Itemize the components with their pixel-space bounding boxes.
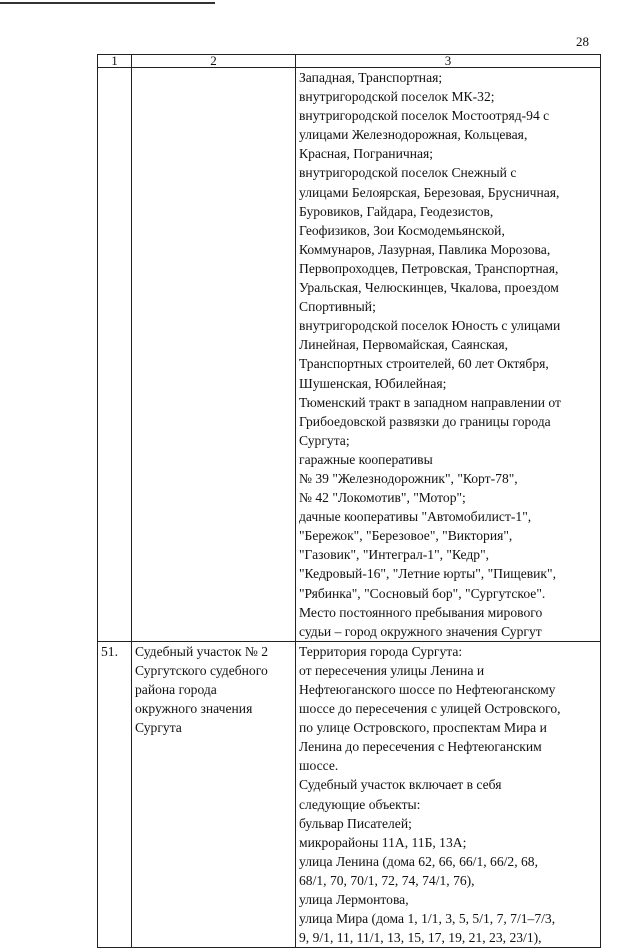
- text-line: улица Ленина (дома 62, 66, 66/1, 66/2, 68,: [299, 853, 539, 869]
- text-line: Первопроходцев, Петровская, Транспортная,: [299, 260, 559, 276]
- cell-number: [98, 68, 132, 642]
- page-number: 28: [576, 34, 589, 49]
- cell-territory: [296, 641, 601, 948]
- text-line: "Рябинка", "Сосновый бор", "Сургутское".: [299, 585, 546, 601]
- text-line: по улице Островского, проспектам Мира и: [299, 720, 547, 736]
- text-line: Ленина до пересечения с Нефтеюганским: [299, 739, 542, 755]
- districts-table: [97, 54, 601, 948]
- cell-territory: [296, 68, 601, 642]
- text-line: Сургутского судебного: [135, 662, 268, 678]
- text-line: Красная, Пограничная;: [299, 146, 434, 162]
- text-line: улицами Белоярская, Березовая, Брусничная,: [299, 184, 560, 200]
- text-line: Уральская, Челюскинцев, Чкалова, проездом: [299, 280, 559, 296]
- text-line: дачные кооперативы "Автомобилист-1",: [299, 509, 532, 525]
- text-line: 9, 9/1, 11, 11/1, 13, 15, 17, 19, 21, 23, 23/1),: [299, 930, 542, 946]
- table-row-51: [98, 641, 601, 948]
- cell-court-name: [132, 641, 296, 948]
- text-line: Нефтеюганского шоссе по Нефтеюганскому: [299, 682, 556, 697]
- top-rule: [0, 2, 215, 4]
- table-row-continued: [98, 68, 601, 642]
- cell-number: 51.: [98, 641, 132, 948]
- text-line: внутригородской поселок Снежный с: [299, 165, 517, 181]
- text-line: № 42 "Локомотив", "Мотор";: [299, 490, 466, 506]
- text-line: 68/1, 70, 70/1, 72, 74, 74/1, 76),: [299, 872, 475, 888]
- text-line: окружного значения: [135, 701, 253, 717]
- text-line: Буровиков, Гайдара, Геодезистов,: [299, 203, 494, 219]
- text-line: микрорайоны 11А, 11Б, 13А;: [299, 834, 467, 850]
- text-line: улица Мира (дома 1, 1/1, 3, 5, 5/1, 7, 7/1–7/3,: [299, 911, 556, 927]
- text-line: внутригородской поселок МК-32;: [299, 89, 495, 105]
- text-line: "Газовик", "Интеграл-1", "Кедр",: [299, 547, 490, 563]
- text-line: Территория города Сургута:: [299, 643, 463, 659]
- text-line: Место постоянного пребывания мирового: [299, 604, 543, 620]
- text-line: от пересечения улицы Ленина и: [299, 662, 485, 678]
- text-line: Геофизиков, Зои Космодемьянской,: [299, 222, 505, 238]
- table-header-row: [98, 55, 601, 68]
- text-line: района города: [135, 682, 217, 697]
- text-line: шоссе до пересечения с улицей Островского,: [299, 701, 561, 717]
- text-line: Линейная, Первомайская, Саянская,: [299, 337, 509, 353]
- text-line: гаражные кооперативы: [299, 451, 433, 467]
- header-col-3: 3: [296, 55, 601, 68]
- text-line: улицами Железнодорожная, Кольцевая,: [299, 127, 528, 143]
- text-line: шоссе.: [299, 758, 339, 774]
- text-line: Тюменский тракт в западном направлении от: [299, 394, 561, 410]
- text-line: следующие объекты:: [299, 796, 421, 812]
- text-line: Транспортных строителей, 60 лет Октября,: [299, 356, 549, 372]
- text-line: Спортивный;: [299, 299, 376, 315]
- text-line: Сургута: [135, 720, 182, 736]
- text-line: улица Лермонтова,: [299, 892, 409, 908]
- text-line: Шушенская, Юбилейная;: [299, 375, 447, 391]
- text-line: "Кедровый-16", "Летние юрты", "Пищевик",: [299, 566, 556, 582]
- header-col-2: 2: [132, 55, 296, 68]
- text-line: внутригородской поселок Мостоотряд-94 с: [299, 108, 550, 124]
- text-line: бульвар Писателей;: [299, 815, 412, 831]
- text-line: Сургута;: [299, 432, 350, 448]
- header-col-1: 1: [98, 55, 132, 68]
- text-line: № 39 "Железнодорожник", "Корт-78",: [299, 470, 518, 486]
- text-line: Западная, Транспортная;: [299, 70, 443, 85]
- text-line: Судебный участок включает в себя: [299, 777, 502, 793]
- text-line: внутригородской поселок Юность с улицами: [299, 318, 561, 334]
- text-line: "Бережок", "Березовое", "Виктория",: [299, 528, 513, 544]
- text-line: судьи – город окружного значения Сургут: [299, 623, 542, 639]
- text-line: Коммунаров, Лазурная, Павлика Морозова,: [299, 241, 551, 257]
- text-line: Судебный участок № 2: [135, 643, 269, 659]
- cell-court-name: [132, 68, 296, 642]
- text-line: Грибоедовской развязки до границы города: [299, 413, 551, 429]
